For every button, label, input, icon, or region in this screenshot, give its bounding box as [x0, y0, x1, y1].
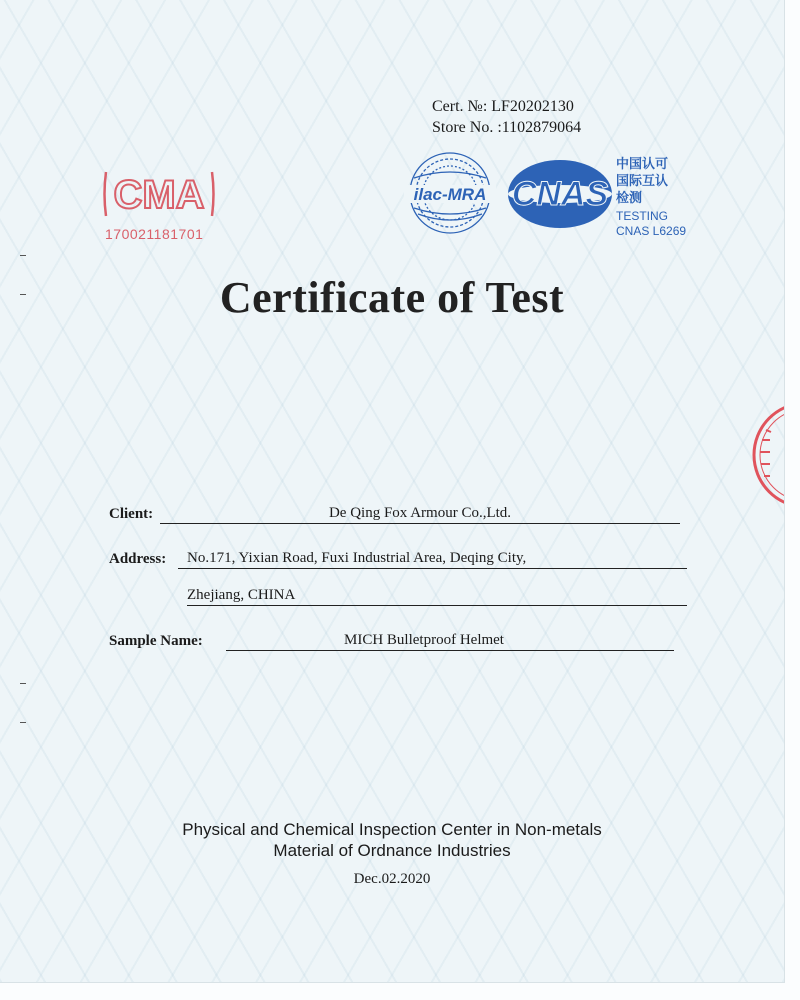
- margin-mark: [20, 255, 26, 256]
- issuer-line1: Physical and Chemical Inspection Center in Non-metals: [182, 820, 602, 839]
- sample-name-label: Sample Name:: [109, 633, 203, 649]
- cnas-cn-line3: 检测: [616, 191, 643, 206]
- client-value: De Qing Fox Armour Co.,Ltd.: [328, 505, 512, 521]
- cnas-cn-line1: 中国认可: [616, 157, 669, 172]
- address-label: Address:: [109, 551, 167, 567]
- store-number: Store No. :1102879064: [432, 119, 582, 136]
- address-line1: No.171, Yixian Road, Fuxi Industrial Area, Deqing City,: [187, 550, 527, 566]
- cnas-cn-line2: 国际互认: [616, 174, 669, 189]
- address-line2: Zhejiang, CHINA: [187, 587, 296, 603]
- client-label: Client:: [109, 506, 154, 522]
- cnas-logo-text: CNAS: [511, 175, 609, 213]
- issue-date: Dec.02.2020: [353, 871, 431, 887]
- sample-name-value: MICH Bulletproof Helmet: [344, 632, 504, 648]
- cnas-chinese-text: [616, 156, 668, 207]
- cma-registration-number: 170021181701: [105, 226, 204, 242]
- certificate-number: Cert. №: LF20202130: [432, 98, 574, 115]
- margin-mark: [20, 722, 26, 723]
- cma-logo-text: CMA: [113, 173, 205, 217]
- issuer-line2: Material of Ordnance Industries: [273, 841, 511, 860]
- cnas-lab-number: CNAS L6269: [616, 224, 687, 238]
- cnas-testing-label: TESTING: [616, 209, 669, 223]
- cma-logo: [100, 164, 218, 229]
- ilac-logo-text: ilac-MRA: [413, 185, 487, 204]
- margin-mark: [20, 683, 26, 684]
- red-seal-stamp: [748, 400, 784, 515]
- cnas-logo: [505, 158, 615, 235]
- document-title: Certificate of Test: [219, 273, 565, 322]
- ilac-mra-logo: [400, 148, 500, 243]
